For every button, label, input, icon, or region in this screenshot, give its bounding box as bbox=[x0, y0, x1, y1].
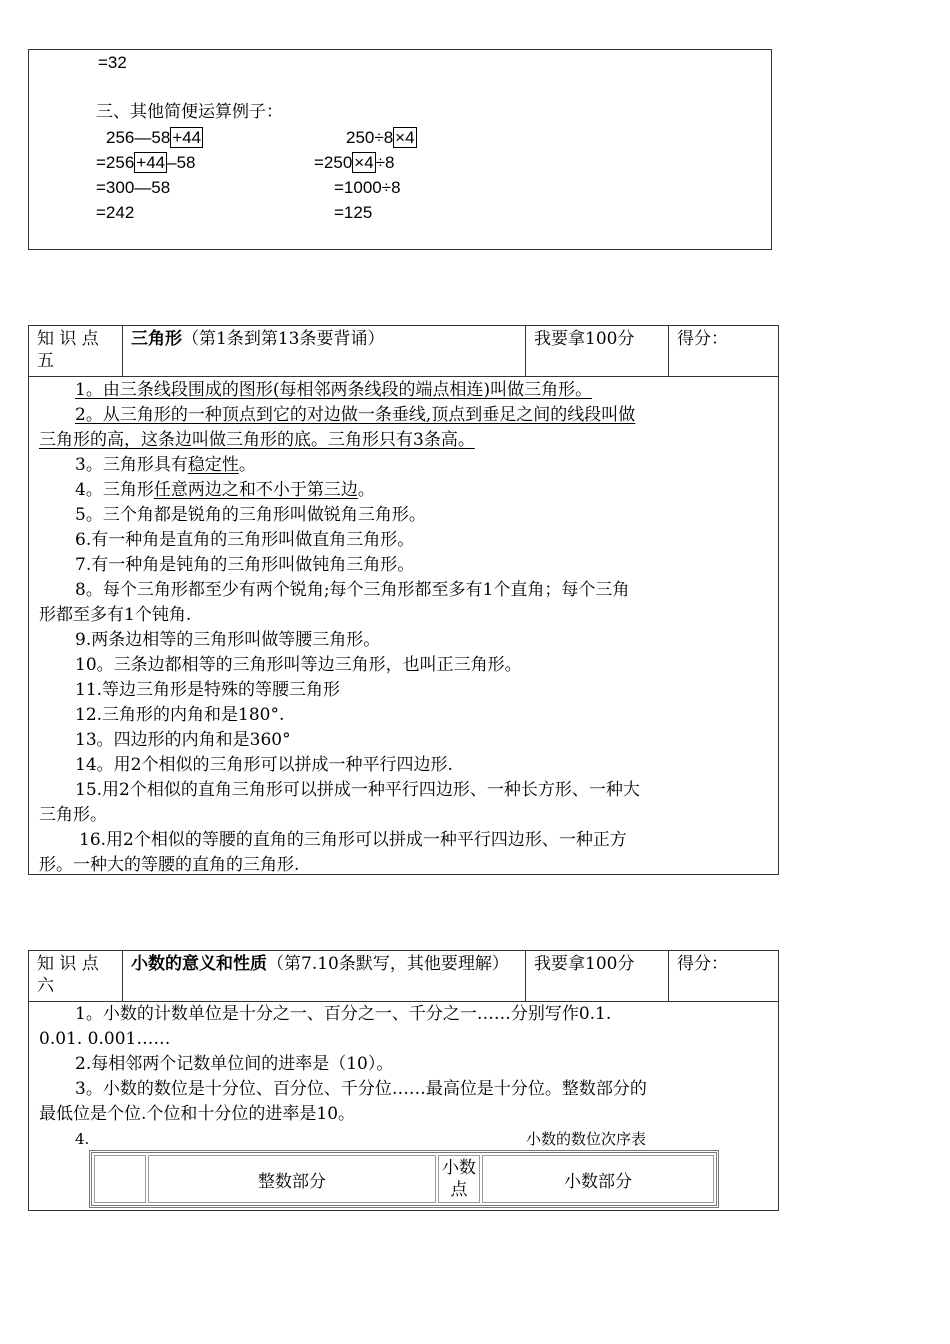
section-five-score: 得分： bbox=[669, 326, 779, 377]
list-item: 形都至多有1个钝角. bbox=[39, 605, 192, 625]
list-item: 2.每相邻两个记数单位间的进率是（10）。 bbox=[75, 1054, 394, 1074]
list-item: 12.三角形的内角和是180°. bbox=[75, 705, 285, 725]
list-item: 11.等边三角形是特殊的等腰三角形 bbox=[75, 680, 341, 700]
list-item: 13。四边形的内角和是360° bbox=[75, 730, 291, 750]
list-item: 3。三角形具有稳定性。 bbox=[75, 455, 256, 475]
section-six-score: 得分： bbox=[669, 951, 779, 1002]
list-item: 10。三条边都相等的三角形叫等边三角形，也叫正三角形。 bbox=[75, 655, 522, 675]
list-item: 4。三角形任意两边之和不小于第三边。 bbox=[75, 480, 375, 500]
table-cell-blank bbox=[94, 1155, 146, 1203]
section-five-header bbox=[28, 325, 779, 377]
list-item: 2。从三角形的一种顶点到它的对边做一条垂线,顶点到垂足之间的线段叫做 bbox=[75, 405, 636, 425]
list-item: 9.两条边相等的三角形叫做等腰三角形。 bbox=[75, 630, 381, 650]
list-item: 1。由三条线段围成的图形(每相邻两条线段的端点相连)叫做三角形。 bbox=[75, 380, 593, 400]
section-six-title: 小数的意义和性质（第7.10条默写，其他要理解） bbox=[123, 951, 526, 1002]
section-six-header bbox=[28, 950, 779, 1002]
top-example-box bbox=[28, 49, 772, 250]
right-example-line-4: =125 bbox=[334, 203, 373, 222]
table-cell-integer-part: 整数部分 bbox=[148, 1155, 436, 1203]
list-item: 3。小数的数位是十分位、百分位、千分位……最高位是十分位。整数部分的 bbox=[75, 1079, 647, 1099]
left-example-line-3: =300—58 bbox=[96, 178, 171, 197]
result-line: =32 bbox=[98, 53, 127, 72]
section-six-target: 我要拿100分 bbox=[526, 951, 669, 1002]
section-five-title: 三角形（第1条到第13条要背诵） bbox=[123, 326, 526, 377]
section-six-label: 知 识 点 六 bbox=[29, 951, 123, 1002]
left-example-line-1: 256—58 +44 bbox=[106, 128, 202, 147]
section-five-target: 我要拿100分 bbox=[526, 326, 669, 377]
decimal-place-table bbox=[89, 1150, 719, 1208]
list-item: 15.用2个相似的直角三角形可以拼成一种平行四边形、一种长方形、一种大 bbox=[75, 780, 640, 800]
right-example-line-2: =250 ×4 ÷8 bbox=[314, 153, 395, 172]
right-example-line-1: 250÷8 ×4 bbox=[346, 128, 415, 147]
section-six-body bbox=[28, 1001, 779, 1211]
list-item: 5。三个角都是锐角的三角形叫做锐角三角形。 bbox=[75, 505, 426, 525]
list-item: 14。用2个相似的三角形可以拼成一种平行四边形. bbox=[75, 755, 453, 775]
left-example-line-4: =242 bbox=[96, 203, 135, 222]
list-item: 形。一种大的等腰的直角的三角形. bbox=[39, 855, 300, 875]
left-example-line-2: =256 +44 –58 bbox=[96, 153, 196, 172]
list-item: 4. bbox=[75, 1130, 90, 1148]
list-item: 三角形。 bbox=[39, 805, 107, 825]
list-item: 8。每个三角形都至少有两个锐角;每个三角形都至多有1个直角；每个三角 bbox=[75, 580, 630, 600]
table-cell-decimal-part: 小数部分 bbox=[482, 1155, 714, 1203]
examples-heading: 三、其他简便运算例子： bbox=[96, 102, 283, 122]
list-item: 6.有一种角是直角的三角形叫做直角三角形。 bbox=[75, 530, 415, 550]
table-caption: 小数的数位次序表 bbox=[526, 1130, 647, 1148]
list-item: 7.有一种角是钝角的三角形叫做钝角三角形。 bbox=[75, 555, 415, 575]
list-item: 最低位是个位.个位和十分位的进率是10。 bbox=[39, 1104, 356, 1124]
list-item: 0.01. 0.001…… bbox=[39, 1029, 171, 1049]
table-cell-decimal-point: 小数点 bbox=[438, 1155, 480, 1203]
list-item: 三角形的高，这条边叫做三角形的底。三角形只有3条高。 bbox=[39, 430, 475, 450]
section-five-label: 知 识 点 五 bbox=[29, 326, 123, 377]
section-five-body bbox=[28, 376, 779, 875]
right-example-line-3: =1000÷8 bbox=[334, 178, 401, 197]
list-item: 1。小数的计数单位是十分之一、百分之一、千分之一……分别写作0.1. bbox=[75, 1004, 612, 1024]
list-item: 16.用2个相似的等腰的直角的三角形可以拼成一种平行四边形、一种正方 bbox=[79, 830, 627, 850]
